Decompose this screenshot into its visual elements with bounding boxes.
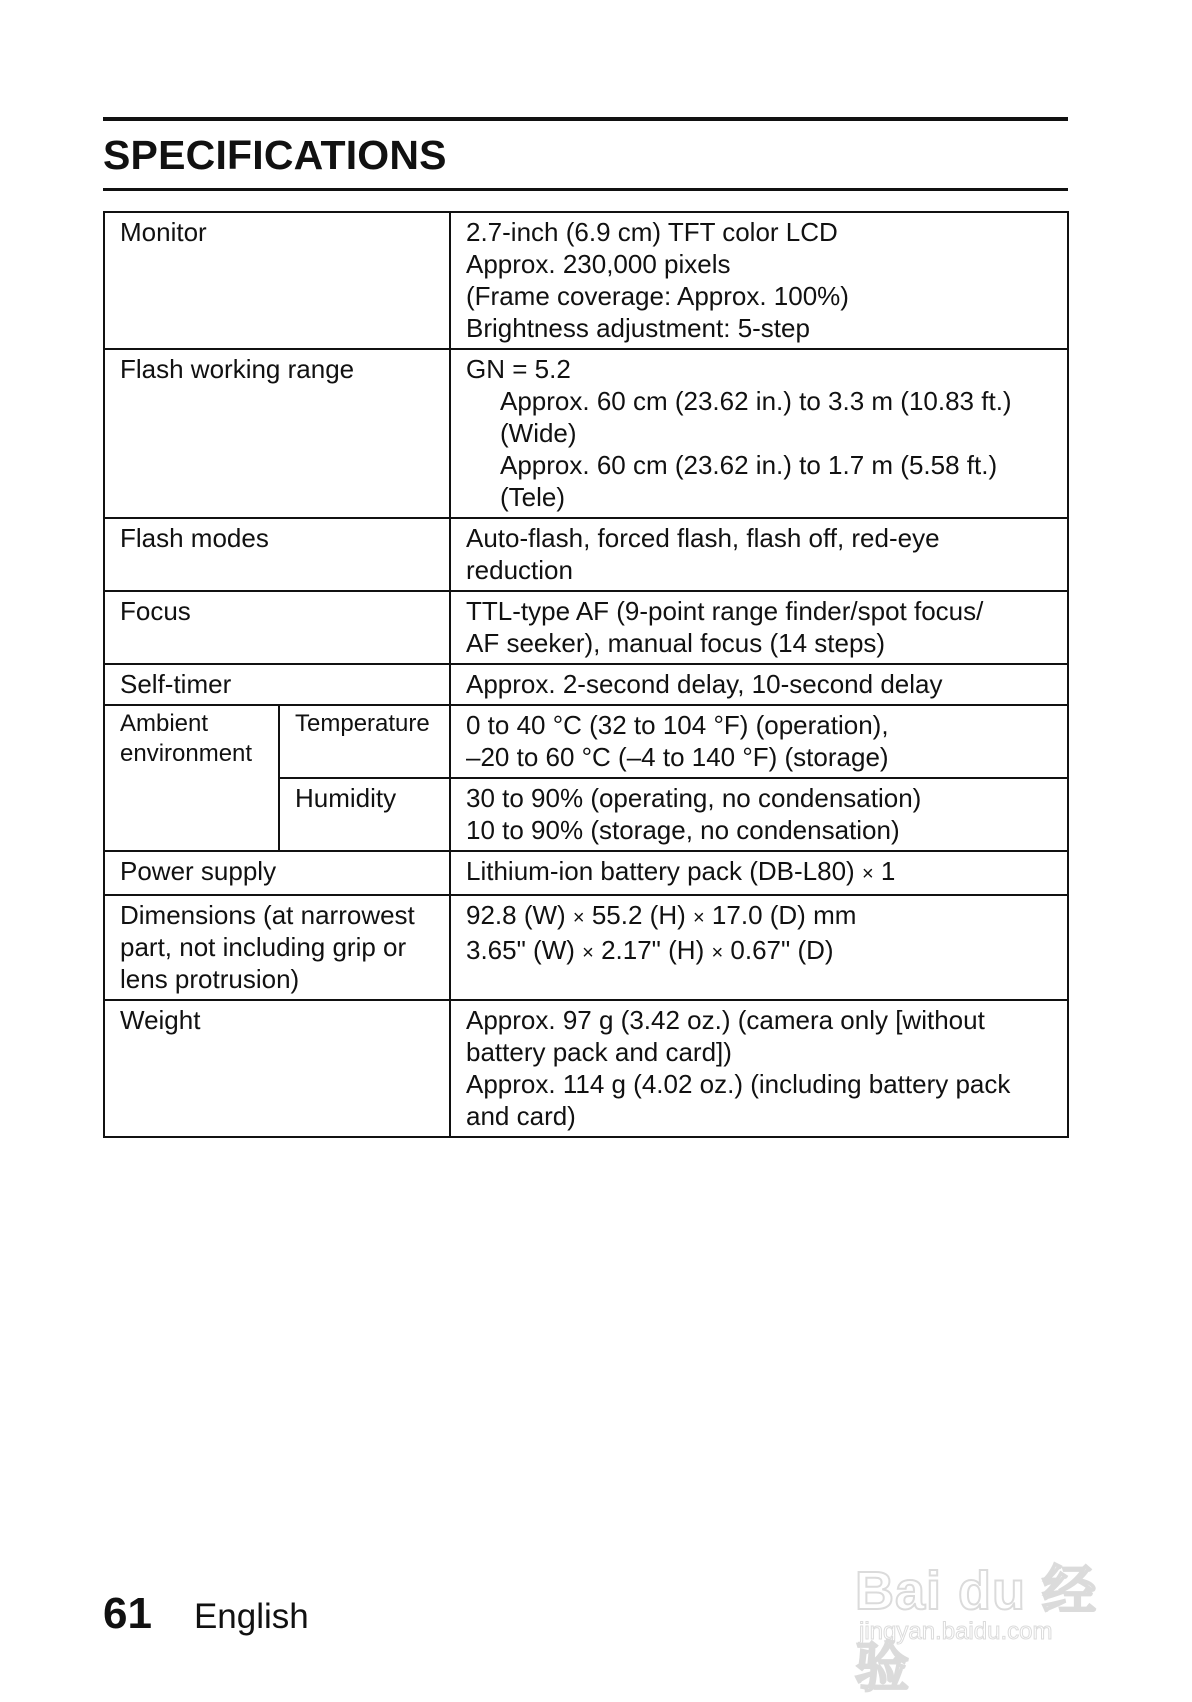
row-value-self-timer: Approx. 2-second delay, 10-second delay (450, 664, 1068, 705)
dim-width: 3.65" (W) (466, 935, 575, 965)
monitor-line: Brightness adjustment: 5-step (466, 313, 810, 343)
flash-tele-label: (Tele) (500, 482, 566, 512)
row-label-flash-range: Flash working range (104, 349, 450, 518)
monitor-line: 2.7-inch (6.9 cm) TFT color LCD (466, 217, 838, 247)
table-row-power (104, 851, 1068, 895)
humidity-line: 30 to 90% (operating, no condensation) (466, 783, 922, 813)
row-label-self-timer: Self-timer (104, 664, 450, 705)
flash-gn: GN = 5.2 (466, 354, 571, 384)
row-label-ambient (104, 705, 279, 851)
dim-height: 2.17" (H) (601, 935, 705, 965)
dim-height: 55.2 (H) (591, 900, 686, 930)
row-value-flash-modes: Auto-flash, forced flash, flash off, red-eye reduction (450, 518, 1068, 591)
dim-depth: 0.67" (D) (730, 935, 834, 965)
ambient-label-line: Ambient (120, 710, 209, 737)
spec-page (103, 117, 1068, 1138)
title-underline (103, 188, 1068, 191)
page-title: SPECIFICATIONS (103, 132, 447, 178)
focus-line: TTL-type AF (9-point range finder/spot focus/ (466, 596, 984, 626)
row-label-power: Power supply (104, 851, 450, 895)
ambient-label-line: environment (120, 740, 253, 767)
row-value-dimensions (450, 895, 1068, 1000)
dim-width: 92.8 (W) (466, 900, 566, 930)
temperature-line: 0 to 40 °C (32 to 104 °F) (operation), (466, 710, 889, 740)
flash-tele-range: Approx. 60 cm (23.62 in.) to 1.7 m (5.58 ft.) (500, 450, 998, 480)
row-label-flash-modes: Flash modes (104, 518, 450, 591)
page-language: English (193, 1597, 309, 1636)
humidity-line: 10 to 90% (storage, no condensation) (466, 815, 900, 845)
row-label-dimensions: Dimensions (at narrowest part, not including grip or lens protrusion) (104, 895, 450, 1000)
spec-table (103, 211, 1069, 1138)
weight-with-battery: Approx. 114 g (4.02 oz.) (including battery pack and card) (466, 1069, 1011, 1131)
row-value-humidity (450, 778, 1068, 851)
focus-line: AF seeker), manual focus (14 steps) (466, 628, 886, 658)
row-value-flash-range (450, 349, 1068, 518)
monitor-line: (Frame coverage: Approx. 100%) (466, 281, 849, 311)
page-footer (103, 1589, 309, 1638)
row-value-weight (450, 1000, 1068, 1137)
watermark-logo (855, 1518, 1135, 1698)
row-label-focus: Focus (104, 591, 450, 664)
temperature-line: –20 to 60 °C (–4 to 140 °F) (storage) (466, 742, 889, 772)
row-label-weight: Weight (104, 1000, 450, 1137)
row-sublabel-humidity: Humidity (279, 778, 450, 851)
watermark-logo-text: Bai du 经验 (855, 1561, 1098, 1698)
table-row-self-timer (104, 664, 1068, 705)
dimensions-imperial (466, 934, 1053, 969)
power-count: 1 (880, 856, 896, 886)
row-value-temperature (450, 705, 1068, 778)
times-symbol: × (861, 863, 874, 885)
table-row-dimensions (104, 895, 1068, 1000)
row-sublabel-temperature: Temperature (279, 705, 450, 778)
monitor-line: Approx. 230,000 pixels (466, 249, 731, 279)
times-symbol: × (711, 942, 724, 964)
row-label-monitor: Monitor (104, 212, 450, 349)
times-symbol: × (582, 942, 594, 964)
times-symbol: × (693, 907, 705, 929)
table-row-flash-modes (104, 518, 1068, 591)
flash-wide-label: (Wide) (500, 418, 577, 448)
row-value-monitor (450, 212, 1068, 349)
dimensions-metric (466, 899, 1053, 934)
page-number: 61 (103, 1589, 152, 1638)
watermark-url: jingyan.baidu.com (859, 1618, 1053, 1645)
table-row-monitor (104, 212, 1068, 349)
weight-camera-only: Approx. 97 g (3.42 oz.) (camera only [without battery pack and card]) (466, 1005, 985, 1067)
table-row-weight (104, 1000, 1068, 1137)
row-value-power (450, 851, 1068, 895)
times-symbol: × (572, 907, 585, 929)
table-row-flash-range (104, 349, 1068, 518)
power-text: Lithium-ion battery pack (DB-L80) (466, 856, 855, 886)
table-row-ambient-temperature (104, 705, 1068, 778)
dim-depth: 17.0 (D) mm (711, 900, 857, 930)
flash-wide-range: Approx. 60 cm (23.62 in.) to 3.3 m (10.83 ft.) (500, 386, 1012, 416)
row-value-focus (450, 591, 1068, 664)
table-row-focus (104, 591, 1068, 664)
